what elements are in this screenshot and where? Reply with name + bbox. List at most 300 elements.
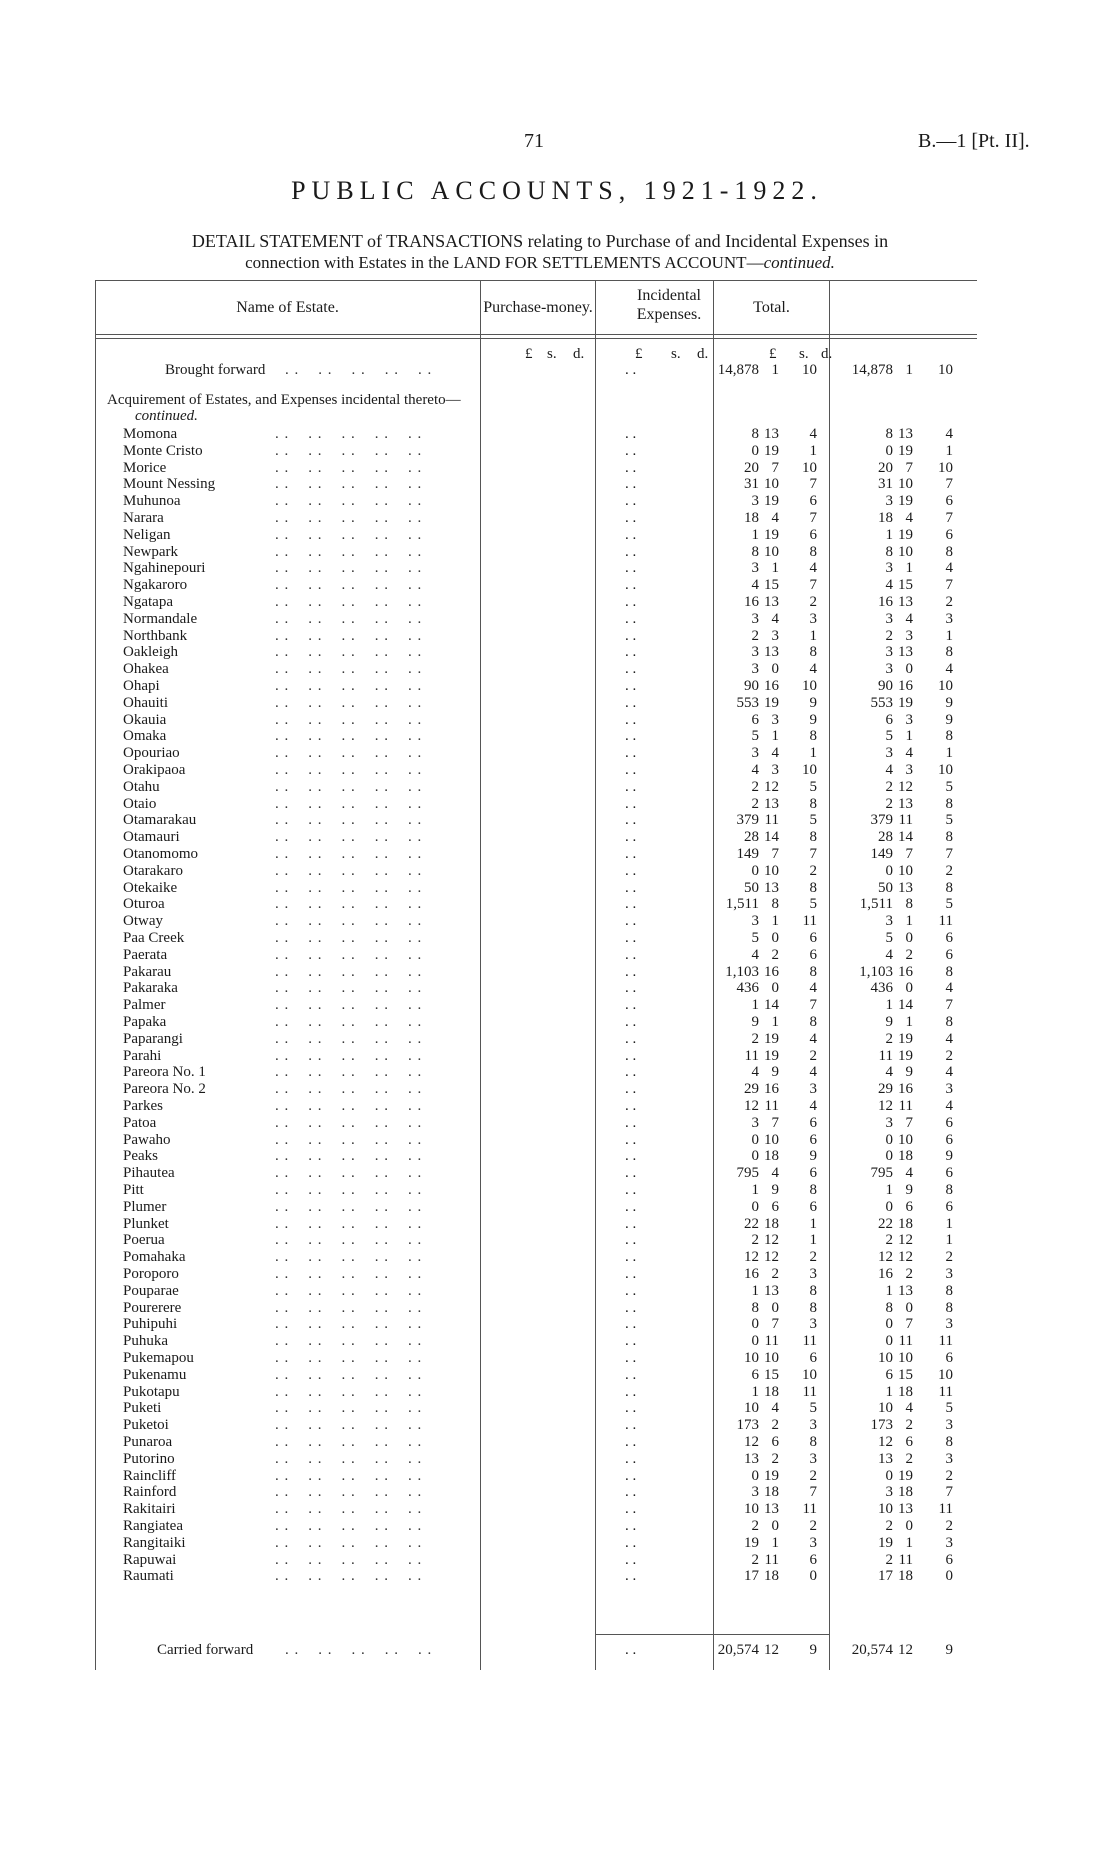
purchase-money: . . — [625, 1148, 637, 1165]
table-row — [95, 779, 977, 796]
total-shillings: 1 — [905, 560, 913, 577]
incidental-pence: 10 — [802, 459, 817, 476]
table-row — [95, 1300, 977, 1317]
total-pence: 6 — [945, 946, 953, 963]
estate-name: Momona — [123, 426, 178, 442]
leader-dots: . . . . . . . . . . — [275, 1198, 423, 1215]
table-row — [95, 1165, 977, 1182]
total-pence: 1 — [945, 1215, 953, 1232]
total-pounds: 10 — [878, 1400, 893, 1417]
document-reference: B.—1 [Pt. II]. — [918, 130, 1030, 152]
col-header-incidental: Incidental Expenses. — [636, 287, 702, 323]
leader-dots: . . . . . . . . . . — [275, 1215, 423, 1232]
incidental-pounds: 553 — [736, 694, 759, 711]
table-row — [95, 712, 977, 729]
table-row — [95, 476, 977, 493]
estate-name: Narara — [123, 510, 164, 526]
total-shillings: 2 — [905, 1266, 913, 1282]
incidental-pence: 1 — [809, 627, 817, 644]
incidental-pence: 1 — [809, 745, 817, 762]
purchase-money: . . — [625, 627, 637, 644]
total-pounds: 1,103 — [859, 963, 893, 980]
purchase-money: . . — [625, 1383, 637, 1400]
total-pounds: 149 — [870, 846, 893, 862]
purchase-money: . . — [625, 913, 637, 930]
incidental-shillings: 18 — [764, 1568, 779, 1585]
table-row — [95, 527, 977, 544]
incidental-shillings: 12 — [764, 1232, 779, 1249]
incidental-pounds: 0 — [751, 1316, 759, 1333]
total-shillings: 19 — [898, 1047, 913, 1064]
total-pence: 5 — [945, 812, 953, 829]
col-header-total: Total. — [753, 299, 790, 316]
incidental-pounds: 1 — [751, 1182, 759, 1198]
table-row — [95, 1115, 977, 1132]
incidental-pounds: 0 — [751, 1467, 759, 1484]
leader-dots: . . . . . . . . . . — [275, 1366, 423, 1383]
incidental-shillings: 19 — [764, 1467, 779, 1484]
incidental-pounds: 379 — [736, 812, 759, 829]
estate-name: Paa Creek — [123, 930, 185, 946]
total-shillings: 16 — [898, 963, 913, 980]
purchase-money: . . — [625, 1098, 637, 1114]
incidental-shillings: 11 — [764, 1551, 779, 1568]
total-pounds: 5 — [885, 930, 893, 946]
purchase-money: . . — [625, 442, 637, 459]
leader-dots: . . . . . . . . . . — [275, 1316, 423, 1333]
incidental-pence: 6 — [809, 1551, 817, 1568]
incidental-shillings: 2 — [771, 1266, 779, 1282]
incidental-shillings: 19 — [764, 493, 779, 510]
leader-dots: . . . . . . . . . . — [275, 812, 423, 829]
total-shillings: 15 — [898, 1366, 913, 1383]
table-row — [95, 930, 977, 947]
estate-name: Puhuka — [123, 1333, 168, 1350]
incidental-pence: 2 — [809, 1047, 817, 1064]
leader-dots: . . . . . . . . . . — [275, 661, 423, 678]
total-shillings: 1 — [905, 1014, 913, 1030]
total-pounds: 13 — [878, 1450, 893, 1467]
total-pounds: 3 — [885, 560, 893, 577]
purchase-money: . . — [625, 1551, 637, 1568]
estate-name: Ngakaroro — [123, 577, 188, 594]
purchase-money: . . — [625, 661, 637, 678]
leader-dots: . . . . . . . . . . — [275, 946, 423, 963]
total-pounds: 0 — [885, 1467, 893, 1484]
leader-dots: . . . . . . . . . . — [275, 1551, 423, 1568]
incidental-pence: 8 — [809, 1434, 817, 1450]
total-pence: 3 — [945, 1081, 953, 1098]
leader-dots: . . . . . . . . . . — [275, 795, 423, 812]
incidental-pence: 4 — [809, 1064, 817, 1081]
leader-dots: . . . . . . . . . . — [275, 846, 423, 862]
leader-dots: . . . . . . . . . . — [275, 997, 423, 1014]
incidental-pounds: 10 — [744, 1400, 759, 1417]
total-pence: 6 — [945, 1551, 953, 1568]
total-pence: 8 — [945, 879, 953, 896]
purchase-money: . . — [625, 560, 637, 577]
total-pounds: 0 — [885, 1131, 893, 1148]
incidental-pounds: 16 — [744, 594, 759, 610]
total-shillings: 13 — [898, 594, 913, 610]
leader-dots: . . . . . . . . . . — [275, 913, 423, 930]
total-pence: 2 — [945, 862, 953, 879]
incidental-shillings: 13 — [764, 1282, 779, 1299]
total-pence: 9 — [945, 694, 953, 711]
total-pence: 9 — [945, 1148, 953, 1165]
carried-forward-row — [95, 1642, 977, 1659]
incidental-pence: 2 — [809, 862, 817, 879]
carried-forward-label: Carried forward — [157, 1642, 254, 1658]
incidental-pence: 5 — [809, 896, 817, 913]
statement-subtitle — [90, 230, 990, 274]
total-pounds: 3 — [885, 745, 893, 762]
table-row — [95, 762, 977, 779]
estate-name: Putorino — [123, 1450, 175, 1467]
leader-dots: . . . . . . . . . . — [275, 1400, 423, 1417]
total-pence: 3 — [945, 1450, 953, 1467]
incidental-shillings: 13 — [764, 1501, 779, 1518]
table-row — [95, 1350, 977, 1367]
incidental-pence: 8 — [809, 1182, 817, 1198]
leader-dots: . . . . . . . . . . — [275, 543, 423, 560]
total-pounds: 2 — [885, 795, 893, 812]
incidental-pence: 6 — [809, 1165, 817, 1182]
table-row — [95, 594, 977, 611]
purchase-money: . . — [625, 577, 637, 594]
incidental-pence: 8 — [809, 795, 817, 812]
total-shillings: 7 — [905, 846, 913, 862]
incidental-pounds: 1 — [751, 1282, 759, 1299]
estate-name: Pihautea — [123, 1165, 175, 1182]
header-bottom-rule — [95, 334, 977, 335]
incidental-pence: 6 — [809, 930, 817, 946]
purchase-money: . . — [625, 678, 637, 694]
total-shillings: 18 — [898, 1215, 913, 1232]
total-shillings: 6 — [905, 1198, 913, 1215]
leader-dots: . . . . . . . . . . — [275, 1282, 423, 1299]
purchase-money: . . — [625, 543, 637, 560]
leader-dots: . . . . . . . . . . — [275, 627, 423, 644]
purchase-money: . . — [625, 1047, 637, 1064]
incidental-pounds: 29 — [744, 1081, 759, 1098]
incidental-shillings: 13 — [764, 879, 779, 896]
incidental-pence: 11 — [802, 1501, 817, 1518]
total-pence: 11 — [938, 1501, 953, 1518]
total-pence: 11 — [938, 1333, 953, 1350]
total-pence: 6 — [945, 1131, 953, 1148]
table-row — [95, 544, 977, 561]
total-shillings: 15 — [898, 577, 913, 594]
total-pounds: 3 — [885, 610, 893, 627]
total-pounds: 553 — [870, 694, 893, 711]
leader-dots: . . . . . . . . . . — [275, 678, 423, 694]
total-pounds: 50 — [878, 879, 893, 896]
leader-dots: . . . . . . . . . . — [275, 694, 423, 711]
total-shillings: 16 — [898, 1081, 913, 1098]
incidental-pounds: 10 — [744, 1350, 759, 1366]
incidental-pence: 8 — [809, 963, 817, 980]
incidental-shillings: 18 — [764, 1148, 779, 1165]
purchase-shillings-label: s. — [547, 346, 557, 362]
section-continued-row — [95, 408, 977, 425]
purchase-money: . . — [625, 1366, 637, 1383]
table-row — [95, 1417, 977, 1434]
purchase-money: . . — [625, 1501, 637, 1518]
incidental-shillings: 3 — [771, 627, 779, 644]
total-shillings: 12 — [898, 1249, 913, 1266]
cf-total-pence: 9 — [945, 1642, 953, 1658]
purchase-money: . . — [625, 963, 637, 980]
page-number: 71 — [524, 130, 544, 152]
leader-dots: . . . . . . . . . . — [275, 778, 423, 795]
incidental-pence: 8 — [809, 728, 817, 745]
total-shillings: 19 — [898, 694, 913, 711]
table-row — [95, 1199, 977, 1216]
incidental-pence: 11 — [802, 913, 817, 930]
total-pounds: 22 — [878, 1215, 893, 1232]
incidental-shillings: 1 — [771, 728, 779, 745]
incidental-shillings: 10 — [764, 1350, 779, 1366]
total-shillings: 19 — [898, 493, 913, 510]
incidental-shillings: 7 — [771, 846, 779, 862]
total-pence: 2 — [945, 1518, 953, 1534]
estate-name: Newpark — [123, 543, 178, 560]
purchase-money: . . — [625, 1114, 637, 1131]
incidental-shillings: 7 — [771, 1114, 779, 1131]
leader-dots: . . . . . . . . . . — [275, 644, 423, 661]
incidental-pounds: 2 — [751, 1551, 759, 1568]
total-shillings: 0 — [905, 930, 913, 946]
incidental-pence: 7 — [809, 1484, 817, 1501]
purchase-money: . . — [625, 459, 637, 476]
incidental-shillings: 6 — [771, 1434, 779, 1450]
cf-incidental-shillings: 12 — [764, 1642, 779, 1658]
total-shillings: 13 — [898, 795, 913, 812]
total-pounds: 2 — [885, 1518, 893, 1534]
purchase-money: . . — [625, 1064, 637, 1081]
estate-name: Ohapi — [123, 678, 160, 694]
incidental-pounds: 11 — [744, 1047, 759, 1064]
total-shillings: 10 — [898, 1131, 913, 1148]
estate-name: Orakipaoa — [123, 762, 186, 778]
purchase-money: . . — [625, 1131, 637, 1148]
incidental-pence: 6 — [809, 1131, 817, 1148]
purchase-money: . . — [625, 1282, 637, 1299]
incidental-shillings: 0 — [771, 930, 779, 946]
leader-dots: . . . . . . . . . . — [285, 362, 433, 378]
incidental-pence: 8 — [809, 1299, 817, 1316]
incidental-shillings: 7 — [771, 459, 779, 476]
total-pounds: 0 — [885, 1198, 893, 1215]
estate-name: Paparangi — [123, 1030, 183, 1047]
leader-dots: . . . . . . . . . . — [275, 1114, 423, 1131]
estate-name: Pukenamu — [123, 1366, 187, 1383]
incidental-shillings: 11 — [764, 812, 779, 829]
total-pounds: 11 — [878, 1047, 893, 1064]
estate-name: Pakaraka — [123, 980, 178, 997]
estate-name: Omaka — [123, 728, 167, 745]
total-pounds: 379 — [870, 812, 893, 829]
incidental-shillings: 12 — [764, 778, 779, 795]
incidental-shillings: 2 — [771, 946, 779, 963]
table-row — [95, 1451, 977, 1468]
incidental-shillings: 1 — [771, 560, 779, 577]
incidental-pence: 4 — [809, 1098, 817, 1114]
leader-dots: . . . . . . . . . . — [275, 1047, 423, 1064]
table-row — [95, 1048, 977, 1065]
total-pence: 5 — [945, 778, 953, 795]
purchase-money: . . — [625, 510, 637, 526]
incidental-pounds: 3 — [751, 1114, 759, 1131]
total-pounds: 1 — [885, 997, 893, 1014]
incidental-pounds: 3 — [751, 913, 759, 930]
incidental-shillings: 6 — [771, 1198, 779, 1215]
total-shillings: 9 — [905, 1064, 913, 1081]
incidental-shillings: 10 — [764, 862, 779, 879]
incidental-pounds: 9 — [751, 1014, 759, 1030]
total-pounds: 8 — [885, 426, 893, 442]
leader-dots: . . . . . . . . . . — [275, 1232, 423, 1249]
total-shillings: 16 — [898, 678, 913, 694]
total-shillings: 0 — [905, 980, 913, 997]
incidental-shillings: 13 — [764, 426, 779, 442]
estate-name: Otekaike — [123, 879, 178, 896]
incidental-shillings: 19 — [764, 1047, 779, 1064]
table-row — [95, 1031, 977, 1048]
total-pence: 6 — [945, 1114, 953, 1131]
incidental-pounds: 0 — [751, 1131, 759, 1148]
total-pound-sign: £ — [769, 346, 777, 362]
table-row — [95, 1216, 977, 1233]
total-shillings: 1 — [905, 1534, 913, 1551]
incidental-shillings: 0 — [771, 1518, 779, 1534]
incidental-shillings: 0 — [771, 1299, 779, 1316]
estate-name: Raumati — [123, 1568, 174, 1585]
incidental-pence: 8 — [809, 1014, 817, 1030]
incidental-pounds: 12 — [744, 1249, 759, 1266]
estate-name: Pomahaka — [123, 1249, 186, 1266]
total-pounds: 6 — [885, 711, 893, 728]
total-shillings: 10 — [898, 862, 913, 879]
table-row — [95, 913, 977, 930]
leader-dots: . . . . . . . . . . — [275, 1131, 423, 1148]
table-row — [95, 1333, 977, 1350]
total-pounds: 6 — [885, 1366, 893, 1383]
leader-dots: . . . . . . . . . . — [275, 493, 423, 510]
brought-forward-purchase: . . — [625, 362, 637, 378]
cf-incidental-pounds: 20,574 — [717, 1642, 759, 1658]
estate-name: Rangitaiki — [123, 1534, 186, 1551]
incidental-pence: 2 — [809, 1467, 817, 1484]
leader-dots: . . . . . . . . . . — [275, 442, 423, 459]
incidental-pence: 4 — [809, 661, 817, 678]
total-pence: 8 — [945, 963, 953, 980]
total-pence: 8 — [945, 728, 953, 745]
table-row — [95, 1535, 977, 1552]
leader-dots: . . . . . . . . . . — [275, 879, 423, 896]
total-shillings: 11 — [898, 1333, 913, 1350]
incidental-shillings: 10 — [764, 476, 779, 493]
table-row — [95, 1014, 977, 1031]
incidental-shillings: 19 — [764, 694, 779, 711]
table-row — [95, 863, 977, 880]
total-pence: 10 — [938, 459, 953, 476]
estate-name: Otway — [123, 913, 163, 930]
incidental-shillings: 4 — [771, 1165, 779, 1182]
total-shillings: 4 — [905, 1165, 913, 1182]
total-pence: 6 — [945, 930, 953, 946]
total-pounds: 16 — [878, 1266, 893, 1282]
table-row — [95, 829, 977, 846]
estate-name: Otaio — [123, 795, 157, 812]
incidental-shillings: 2 — [771, 1450, 779, 1467]
incidental-shillings: 4 — [771, 610, 779, 627]
estate-name: Pawaho — [123, 1131, 171, 1148]
incidental-pence: 9 — [809, 711, 817, 728]
leader-dots: . . . . . . . . . . — [275, 1467, 423, 1484]
total-pounds: 1 — [885, 526, 893, 543]
purchase-pound-sign: £ — [525, 346, 533, 362]
table-row — [95, 577, 977, 594]
incidental-pounds: 5 — [751, 930, 759, 946]
table-row — [95, 980, 977, 997]
leader-dots: . . . . . . . . . . — [275, 980, 423, 997]
leader-dots: . . . . . . . . . . — [275, 577, 423, 594]
total-pounds: 5 — [885, 728, 893, 745]
purchase-money: . . — [625, 1568, 637, 1585]
total-pounds: 16 — [878, 594, 893, 610]
total-shillings: 3 — [905, 711, 913, 728]
estate-name: Otamarakau — [123, 812, 197, 829]
incidental-pounds: 16 — [744, 1266, 759, 1282]
total-pounds: 3 — [885, 1484, 893, 1501]
table-top-rule — [95, 280, 977, 281]
table-row — [95, 560, 977, 577]
table-row — [95, 728, 977, 745]
leader-dots: . . . . . . . . . . — [275, 896, 423, 913]
purchase-money: . . — [625, 846, 637, 862]
incidental-shillings: 1 — [771, 1534, 779, 1551]
estate-name: Rapuwai — [123, 1551, 177, 1568]
total-pence: 4 — [945, 1030, 953, 1047]
leader-dots: . . . . . . . . . . — [275, 1501, 423, 1518]
total-shillings: 19 — [898, 1030, 913, 1047]
incidental-pounds: 173 — [736, 1417, 759, 1434]
total-shillings: 4 — [905, 610, 913, 627]
total-pence: 2 — [945, 1249, 953, 1266]
purchase-money: . . — [625, 997, 637, 1014]
purchase-money: . . — [625, 762, 637, 778]
incidental-pence: 8 — [809, 644, 817, 661]
total-pounds: 12 — [878, 1249, 893, 1266]
total-pence: 1 — [945, 627, 953, 644]
estate-name: Normandale — [123, 610, 198, 627]
total-pounds: 28 — [878, 829, 893, 846]
incidental-pounds: 22 — [744, 1215, 759, 1232]
total-pounds: 2 — [885, 1030, 893, 1047]
estate-name: Morice — [123, 459, 167, 476]
total-pounds: 8 — [885, 543, 893, 560]
total-pence: 3 — [945, 1316, 953, 1333]
brought-forward-label: Brought forward — [165, 362, 266, 378]
incidental-pence: 11 — [802, 1333, 817, 1350]
incidental-pounds: 8 — [751, 426, 759, 442]
incidental-pence: 3 — [809, 1450, 817, 1467]
table-row — [95, 880, 977, 897]
incidental-pounds: 18 — [744, 510, 759, 526]
total-pence: 3 — [945, 610, 953, 627]
